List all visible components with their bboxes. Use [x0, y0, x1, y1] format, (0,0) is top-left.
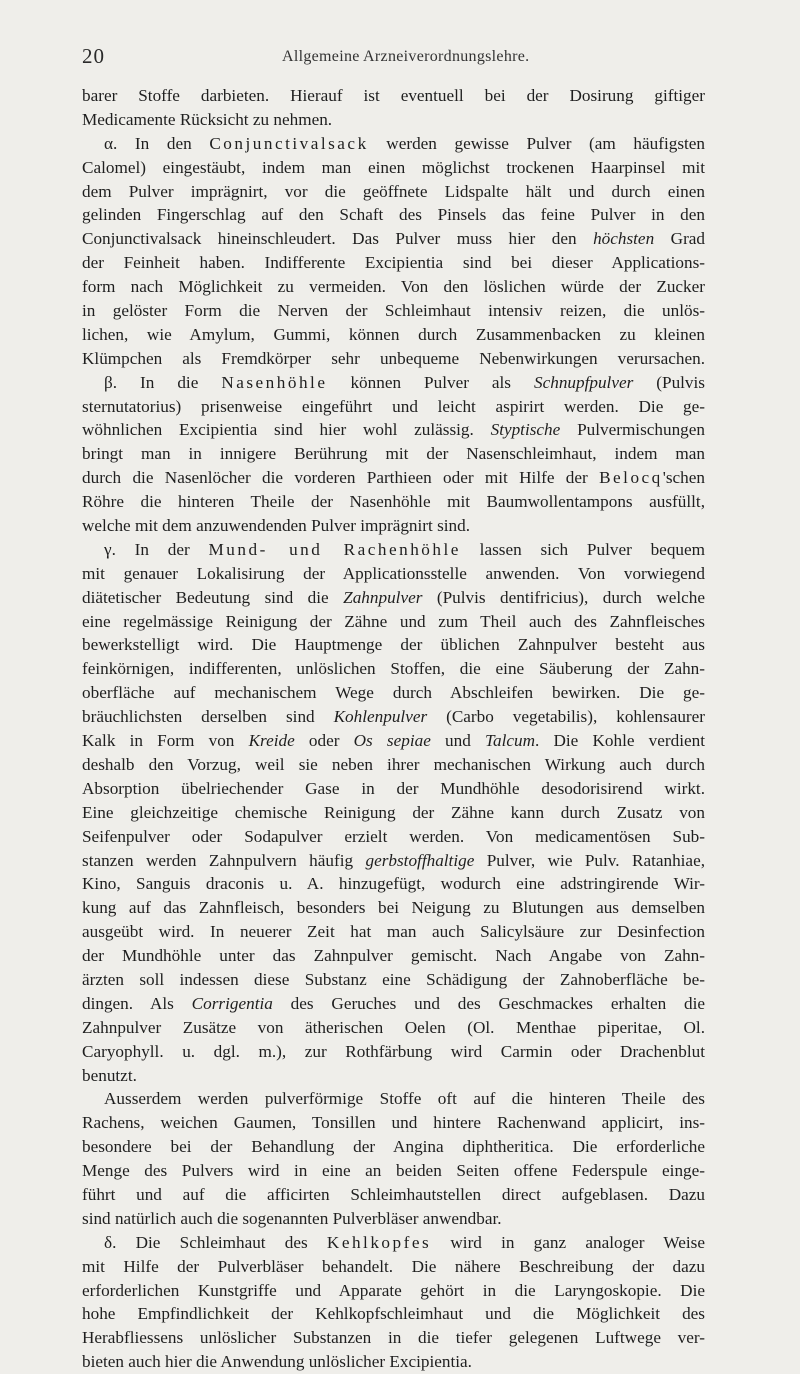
text-run: Ausserdem werden pulverförmige Stoffe oft auf die hinteren Theile des: [104, 1089, 705, 1109]
text-run: ärzten soll indessen diese Substanz eine Schädigung der Zahnoberfläche be-: [82, 969, 705, 989]
text-run: kung auf das Zahnfleisch, besonders bei Neigung zu Blutungen aus demselben: [82, 898, 705, 918]
text-line: [82, 753, 705, 777]
text-line: [82, 514, 705, 538]
spaced-term: Mund- und Rachenhöhle: [208, 539, 461, 559]
text-line: [82, 562, 705, 586]
text-line: [82, 108, 705, 132]
text-run: eine regelmässige Reinigung der Zähne und zum Theil auch des Zahnfleisches: [82, 611, 705, 631]
text-line: [82, 801, 705, 825]
text-line: [82, 490, 705, 514]
body-text: [82, 84, 705, 1374]
text-run: Herabfliessens unlöslicher Substanzen in die tiefer gelegenen Luftwege ver-: [82, 1328, 705, 1348]
text-line: [82, 1326, 705, 1350]
text-run: Menge des Pulvers wird in eine an beiden Seiten offene Federspule einge-: [82, 1161, 705, 1181]
text-run: mit genauer Lokalisirung der Applicationsstelle anwenden. Von vorwiegend: [82, 563, 705, 583]
text-line: [82, 610, 705, 634]
text-line: [82, 299, 705, 323]
text-line: [82, 657, 705, 681]
text-line: [82, 1016, 705, 1040]
text-run: Röhre die hinteren Theile der Nasenhöhle mit Baumwollentampons ausfüllt,: [82, 492, 705, 512]
text-line: [82, 729, 705, 753]
text-run: stanzen werden Zahnpulvern häufig: [82, 850, 366, 870]
text-line: [82, 1064, 705, 1088]
text-run: δ. Die Schleimhaut des: [104, 1232, 327, 1252]
text-line: [82, 1159, 705, 1183]
text-run: ausgeübt wird. In neuerer Zeit hat man auch Salicylsäure zur Desinfection: [82, 922, 705, 942]
text-line: [82, 323, 705, 347]
text-line: [82, 681, 705, 705]
italic-term: höchsten: [593, 229, 655, 249]
text-line: [82, 849, 705, 873]
text-run: (Carbo vegetabilis), kohlensaurer: [427, 707, 705, 727]
page-number: 20: [82, 44, 105, 68]
text-line: [82, 275, 705, 299]
text-run: barer Stoffe darbieten. Hierauf ist eventuell bei der Dosirung giftiger: [82, 86, 705, 105]
text-run: Medicamente Rücksicht zu nehmen.: [82, 109, 333, 129]
text-run: sternutatorius) prisenweise eingeführt und leicht aspirirt werden. Die ge-: [82, 396, 705, 416]
text-run: deshalb den Vorzug, weil sie neben ihrer mechanischen Wirkung auch durch: [82, 754, 705, 774]
text-line: [82, 1350, 705, 1374]
text-run: gelinden Fingerschlag auf den Schaft des Pinsels das feine Pulver in den: [82, 205, 705, 225]
text-run: des Geruches und des Geschmackes erhalten die: [272, 993, 705, 1013]
text-run: besondere bei der Behandlung der Angina diphtheritica. Die erforderliche: [82, 1137, 705, 1157]
text-run: diätetischer Bedeutung sind die: [82, 587, 344, 607]
text-run: Rachens, weichen Gaumen, Tonsillen und hintere Rachenwand applicirt, ins-: [82, 1113, 705, 1133]
text-run: α. In den: [104, 133, 210, 153]
text-run: und: [430, 731, 486, 751]
text-line: [82, 825, 705, 849]
spaced-term: Kehlkopfes: [326, 1232, 432, 1252]
page-header: [82, 44, 708, 74]
italic-term: Corrigentia: [191, 993, 273, 1013]
text-line: [82, 371, 705, 395]
text-run: Calomel) eingestäubt, indem man einen möglichst trockenen Haarpinsel mit: [82, 157, 705, 177]
text-run: bräuchlichsten derselben sind: [82, 707, 334, 727]
text-run: dem Pulver imprägnirt, vor die geöffnete Lidspalte hält und durch einen: [82, 181, 705, 201]
text-run: oder: [294, 731, 354, 751]
text-line: [82, 920, 705, 944]
text-run: Caryophyll. u. dgl. m.), zur Rothfärbung wird Carmin oder Drachenblut: [82, 1041, 705, 1061]
text-run: in gelöster Form die Nerven der Schleimhaut intensiv reizen, die unlös-: [82, 301, 705, 321]
text-run: welche mit dem anzuwendenden Pulver imprägnirt sind.: [82, 516, 471, 536]
text-line: [82, 1183, 705, 1207]
text-line: [82, 395, 705, 419]
italic-term: Talcum: [485, 731, 535, 751]
text-run: können Pulver als: [327, 372, 534, 392]
text-run: lichen, wie Amylum, Gummi, können durch Zusammenbacken zu kleinen: [82, 324, 705, 344]
spaced-term: Nasenhöhle: [221, 372, 328, 392]
text-line: [82, 538, 705, 562]
text-line: [82, 1040, 705, 1064]
spaced-term: Conjunctivalsack: [209, 133, 369, 153]
text-run: hohe Empfindlichkeit der Kehlkopfschleimhaut und die Möglichkeit des: [82, 1304, 705, 1324]
text-run: 'schen: [662, 468, 705, 488]
running-title: Allgemeine Arzneiverordnungslehre.: [282, 48, 530, 65]
text-line: [82, 1087, 705, 1111]
text-line: [82, 203, 705, 227]
text-line: [82, 251, 705, 275]
text-line: [82, 705, 705, 729]
text-line: [82, 896, 705, 920]
text-line: [82, 180, 705, 204]
text-run: bringt man in innigere Berührung mit der Nasenschleimhaut, indem man: [82, 444, 705, 464]
text-line: [82, 944, 705, 968]
text-run: Seifenpulver oder Sodapulver erzielt werden. Von medicamentösen Sub-: [82, 826, 705, 846]
text-line: [82, 227, 705, 251]
text-line: [82, 156, 705, 180]
text-run: der Feinheit haben. Indifferente Excipientia sind bei dieser Applications-: [82, 253, 705, 273]
text-run: werden gewisse Pulver (am häufigsten: [368, 133, 705, 153]
text-line: [82, 777, 705, 801]
italic-term: Kreide: [248, 731, 295, 751]
text-run: Pulver, wie Pulv. Ratanhiae,: [474, 850, 705, 870]
text-run: γ. In der: [104, 539, 209, 559]
text-line: [82, 633, 705, 657]
text-line: [82, 1135, 705, 1159]
spaced-term: Belocq: [599, 468, 663, 488]
text-line: [82, 586, 705, 610]
text-run: führt und auf die afficirten Schleimhautstellen direct aufgeblasen. Dazu: [82, 1184, 705, 1204]
text-run: . Die Kohle verdient: [535, 731, 705, 751]
text-run: Klümpchen als Fremdkörper sehr unbequeme Nebenwirkungen verursachen.: [82, 348, 705, 368]
text-line: [82, 1231, 705, 1255]
text-run: Kino, Sanguis draconis u. A. hinzugefügt, wodurch eine adstringirende Wir-: [82, 874, 705, 894]
text-run: der Mundhöhle unter das Zahnpulver gemischt. Nach Angabe von Zahn-: [82, 946, 705, 966]
text-run: durch die Nasenlöcher die vorderen Parthieen oder mit Hilfe der: [82, 468, 600, 488]
italic-term: Os sepiae: [353, 731, 431, 751]
text-run: bewerkstelligt wird. Die Hauptmenge der üblichen Zahnpulver besteht aus: [82, 635, 705, 655]
text-run: Grad: [654, 229, 705, 249]
text-line: [82, 1302, 705, 1326]
text-line: [82, 1111, 705, 1135]
text-line: [82, 992, 705, 1016]
text-run: oberfläche auf mechanischem Wege durch Abschleifen bewirken. Die ge-: [82, 683, 705, 703]
text-run: Conjunctivalsack hineinschleudert. Das Pulver muss hier den: [82, 229, 594, 249]
text-line: [82, 418, 705, 442]
text-line: [82, 347, 705, 371]
text-line: [82, 1255, 705, 1279]
italic-term: Schnupfpulver: [534, 372, 634, 392]
text-line: [82, 1207, 705, 1231]
text-line: [82, 1279, 705, 1303]
text-line: [82, 968, 705, 992]
text-run: Absorption übelriechender Gase in der Mundhöhle desodorisirend wirkt.: [82, 778, 705, 798]
text-line: [82, 442, 705, 466]
text-line: [82, 132, 705, 156]
text-run: bieten auch hier die Anwendung unlöslicher Excipientia.: [82, 1352, 472, 1372]
italic-term: gerbstoffhaltige: [365, 850, 475, 870]
text-run: Kalk in Form von: [82, 731, 249, 751]
text-run: benutzt.: [82, 1065, 137, 1085]
text-run: Eine gleichzeitige chemische Reinigung der Zähne kann durch Zusatz von: [82, 802, 705, 822]
text-line: [82, 84, 705, 108]
text-run: Pulvermischungen: [560, 420, 705, 440]
text-run: feinkörnigen, indifferenten, unlöslichen Stoffen, die eine Säuberung der Zahn-: [82, 659, 705, 679]
text-run: (Pulvis: [633, 372, 705, 392]
italic-term: Styptische: [490, 420, 561, 440]
text-run: form nach Möglichkeit zu vermeiden. Von den löslichen würde der Zucker: [82, 277, 705, 297]
italic-term: Zahnpulver: [343, 587, 423, 607]
text-run: lassen sich Pulver bequem: [460, 539, 705, 559]
text-run: Zahnpulver Zusätze von ätherischen Oelen (Ol. Menthae piperitae, Ol.: [82, 1017, 705, 1037]
text-run: sind natürlich auch die sogenannten Pulverbläser anwendbar.: [82, 1208, 502, 1228]
text-run: dingen. Als: [82, 993, 192, 1013]
text-run: wöhnlichen Excipientia sind hier wohl zulässig.: [82, 420, 491, 440]
italic-term: Kohlenpulver: [333, 707, 428, 727]
text-run: mit Hilfe der Pulverbläser behandelt. Die nähere Beschreibung der dazu: [82, 1256, 705, 1276]
text-line: [82, 466, 705, 490]
text-run: wird in ganz analoger Weise: [431, 1232, 705, 1252]
text-run: erforderlichen Kunstgriffe und Apparate gehört in die Laryngoskopie. Die: [82, 1280, 705, 1300]
text-line: [82, 872, 705, 896]
text-run: β. In die: [104, 372, 222, 392]
text-run: (Pulvis dentifricius), durch welche: [422, 587, 705, 607]
